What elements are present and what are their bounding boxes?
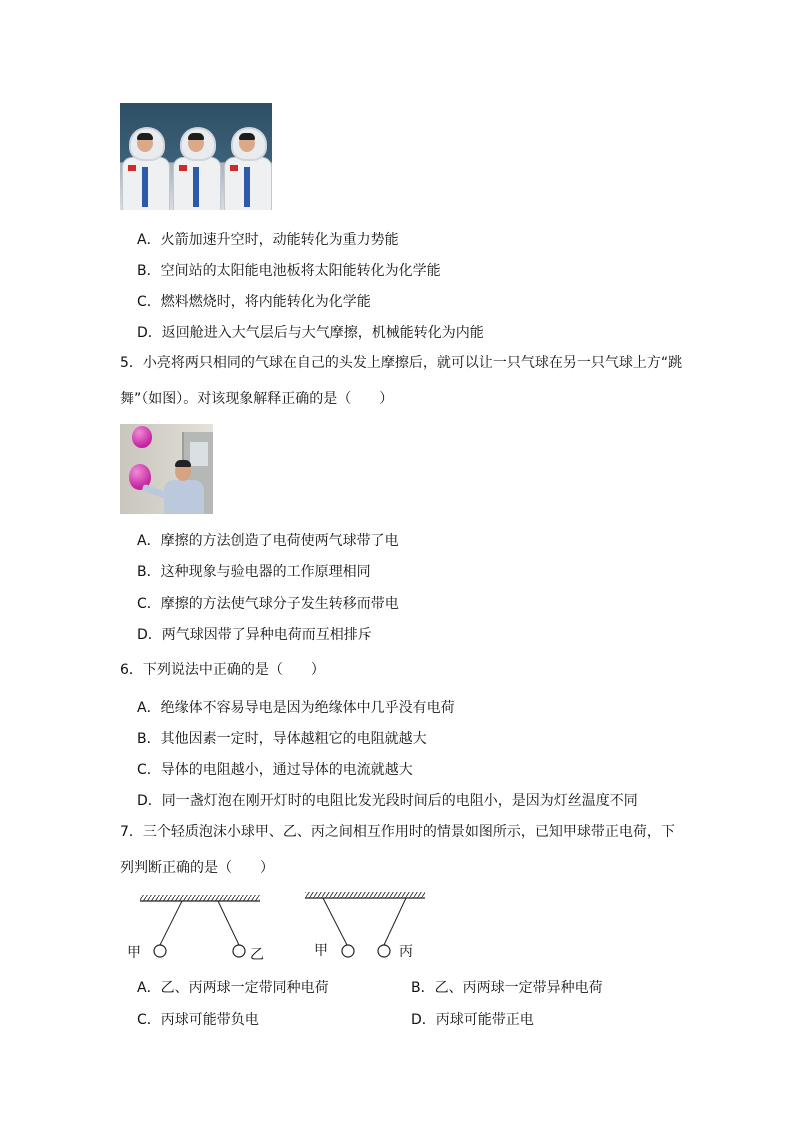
label-right-b: 丙	[399, 944, 413, 960]
balloon-photo	[120, 424, 213, 514]
label-left-b: 乙	[250, 947, 264, 963]
q7-stem-line2: 列判断正确的是（ ）	[120, 860, 274, 876]
label-left-a: 甲	[127, 945, 141, 961]
right-ball-b	[378, 945, 390, 957]
q7-stem-line1: 7．三个轻质泡沫小球甲、乙、丙之间相互作用时的情景如图所示，已知甲球带正电荷，下	[120, 824, 675, 840]
q4-option-d: D．返回舱进入大气层后与大气摩擦，机械能转化为内能	[137, 325, 484, 341]
astronaut-figure	[173, 127, 219, 210]
q6-option-c: C．导体的电阻越小，通过导体的电流就越大	[137, 762, 413, 778]
left-thread-a	[160, 901, 182, 945]
q6-option-a: A．绝缘体不容易导电是因为绝缘体中几乎没有电荷	[137, 700, 455, 716]
left-ball-a	[154, 945, 166, 957]
q5-stem-line1: 5．小亮将两只相同的气球在自己的头发上摩擦后，就可以让一只气球在另一只气球上方“跳	[120, 355, 683, 371]
q5-option-d: D．两气球因带了异种电荷而互相排斥	[137, 627, 372, 643]
astronaut-figure	[224, 127, 270, 210]
q7-option-a: A．乙、丙两球一定带同种电荷	[137, 980, 329, 996]
q7-option-b: B．乙、丙两球一定带异种电荷	[411, 980, 603, 996]
q4-option-c: C．燃料燃烧时，将内能转化为化学能	[137, 294, 371, 310]
q7-option-c: C．丙球可能带负电	[137, 1012, 259, 1028]
astronaut-figure	[122, 127, 168, 210]
q5-option-b: B．这种现象与验电器的工作原理相同	[137, 564, 371, 580]
upper-balloon	[132, 426, 152, 448]
q7-figure	[110, 885, 440, 970]
q5-option-c: C．摩擦的方法使气球分子发生转移而带电	[137, 596, 399, 612]
right-support	[305, 892, 425, 898]
right-thread-b	[384, 898, 406, 945]
q5-option-a: A．摩擦的方法创造了电荷使两气球带了电	[137, 533, 399, 549]
q4-option-a: A．火箭加速升空时，动能转化为重力势能	[137, 232, 399, 248]
left-support	[140, 895, 260, 901]
left-ball-b	[233, 945, 245, 957]
right-thread-a	[323, 898, 347, 945]
label-right-a: 甲	[314, 943, 328, 959]
astronauts-photo	[120, 103, 272, 210]
q6-stem: 6．下列说法中正确的是（ ）	[120, 662, 325, 678]
left-thread-b	[218, 901, 239, 945]
q5-stem-line2: 舞”（如图）。对该现象解释正确的是（ ）	[120, 391, 394, 407]
q6-option-b: B．其他因素一定时，导体越粗它的电阻就越大	[137, 731, 427, 747]
right-ball-a	[342, 945, 354, 957]
q4-option-b: B．空间站的太阳能电池板将太阳能转化为化学能	[137, 263, 441, 279]
q7-option-d: D．丙球可能带正电	[411, 1012, 534, 1028]
q6-option-d: D．同一盏灯泡在刚开灯时的电阻比发光段时间后的电阻小，是因为灯丝温度不同	[137, 793, 638, 809]
